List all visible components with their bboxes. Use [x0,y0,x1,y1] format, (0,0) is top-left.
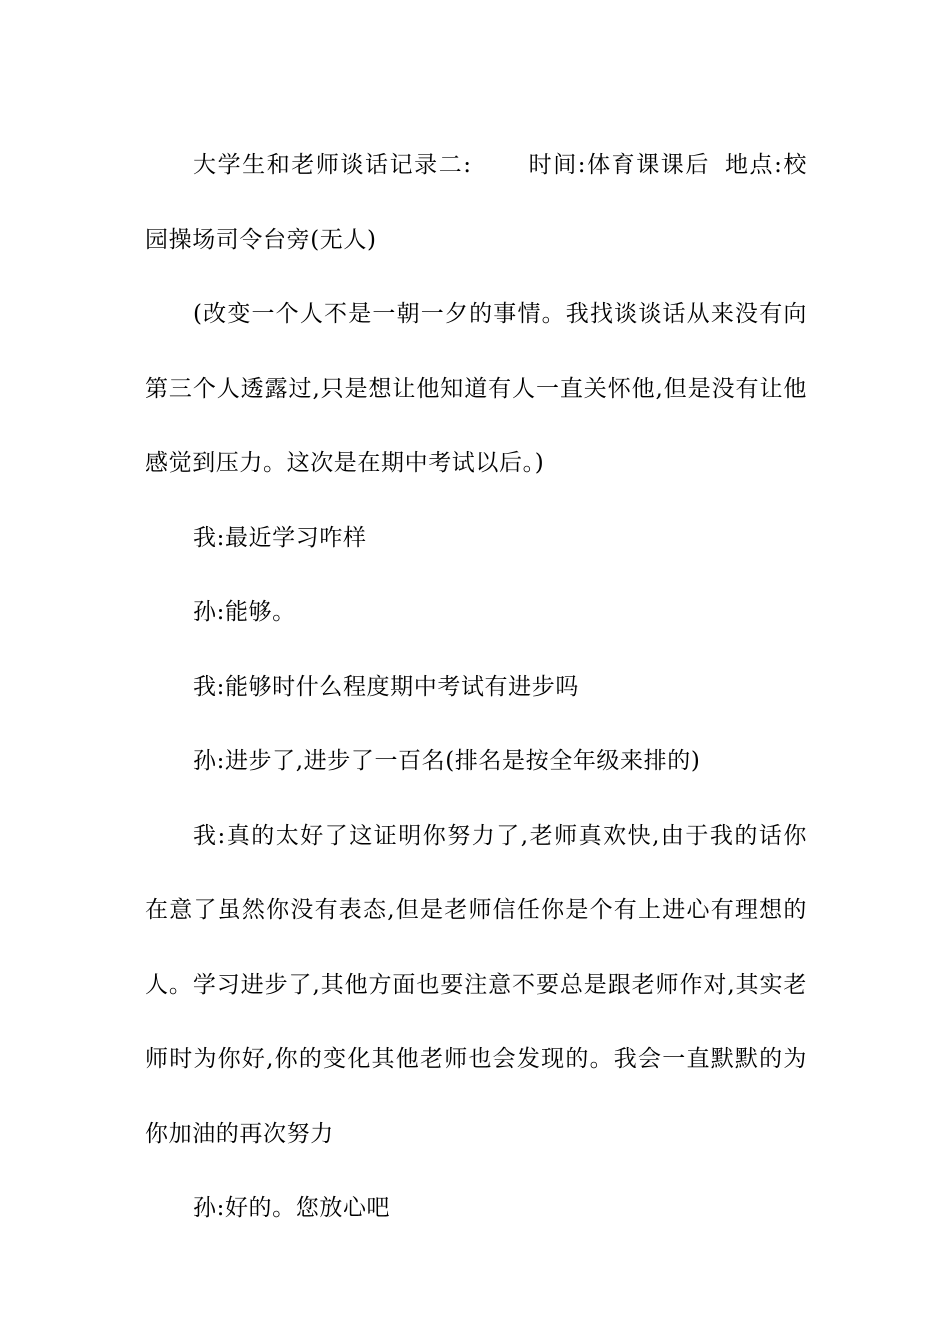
dialogue-line: 孙:进步了,进步了一百名(排名是按全年级来排的) [193,748,701,774]
dialogue-line: 我:真的太好了这证明你努力了,老师真欢快,由于我的话你在意了虽然你没有表态,但是老师信任你是个有上进心有理想的人。学习进步了,其他方面也要注意不要总是跟老师作对,其实老师时为你好,你的变化其他老师也会发现的。我会一直默默的为你加油的再次努力 [145,822,807,1147]
intro-note-paragraph: (改变一个人不是一朝一夕的事情。我找谈谈话从来没有向第三个人透露过,只是想让他知道有人一直关怀他,但是没有让他感觉到压力。这次是在期中考试以后。) [145,301,807,476]
dialogue-line: 孙:好的。您放心吧 [193,1195,391,1221]
dialogue-line: 我:最近学习咋样 [193,524,367,551]
dialogue-line: 我:能够时什么程度期中考试有进步吗 [193,673,579,700]
record-title: 大学生和老师谈话记录二: [193,152,472,178]
dialogue-line: 孙:能够。 [193,599,296,625]
record-place: 地点:校园操场司令台旁(无人) [145,152,808,253]
document-body [145,128,807,1246]
heading-paragraph [145,128,807,277]
record-time: 时间:体育课课后 [527,152,710,178]
